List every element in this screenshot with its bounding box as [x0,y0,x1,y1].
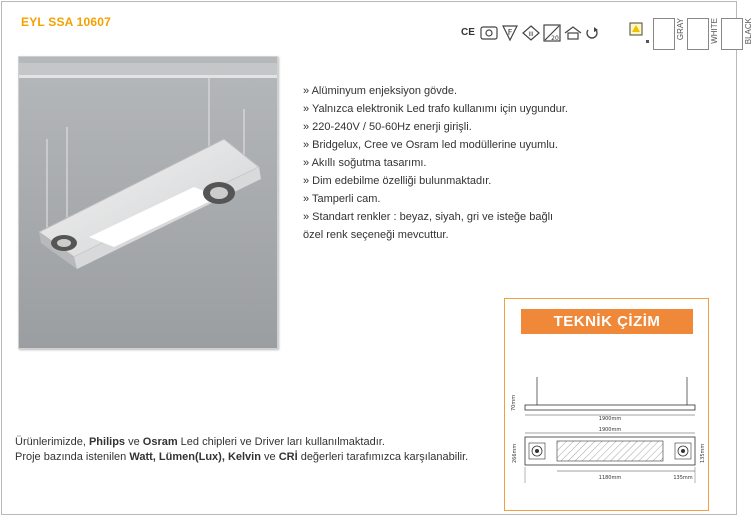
color-options [628,18,753,52]
feature-item: » Standart renkler : beyaz, siyah, gri ve isteğe bağlı [303,211,554,223]
swatch-label: BLACK [744,18,753,45]
footer-line-2: Proje bazında istenilen Watt, Lümen(Lux), Kelvin ve CRİ değerleri tarafımızca karşılanabilir. [15,451,469,463]
separator-dot [646,40,649,43]
swatch-label: WHITE [710,18,719,44]
swatch-label: GRAY [676,18,685,41]
dim-offset: 135mm [673,475,693,481]
dim-top-depth: 266mm [512,443,518,463]
product-panel [1,1,753,515]
technical-drawing-box [504,298,709,511]
ce-mark-icon: CE [461,27,475,38]
feature-item: » Dim edebilme özelliği bulunmaktadır. [303,175,492,187]
electrical-safety-icon [480,26,498,40]
dim-top-width: 1900mm [598,427,622,433]
product-title: EYL SSA 10607 [21,15,111,29]
class-iii-icon [522,25,540,41]
swatch-gray[interactable] [653,18,685,50]
indoor-use-icon [564,26,582,40]
feature-list [303,82,623,244]
dim-inner: 1180mm [598,475,622,481]
ip20-icon [543,24,561,42]
svg-text:F: F [507,28,513,37]
dim-side-width: 1900mm [598,416,622,422]
feature-item: » Alüminyum enjeksiyon gövde. [303,85,458,97]
feature-item: » Tamperli cam. [303,193,381,205]
footer-note [15,435,468,465]
feature-item: » 220-240V / 50-60Hz enerji girişli. [303,121,472,133]
swatch-black[interactable] [721,18,753,50]
recycle-arrow-icon [585,26,599,40]
feature-item: » Bridgelux, Cree ve Osram led modüllerine uyumlu. [303,139,558,151]
f-mark-icon [501,25,519,41]
svg-text:III: III [528,31,534,38]
feature-item: » Yalnızca elektronik Led trafo kullanımı için uygundur. [303,103,568,115]
dim-right-depth: 135mm [700,443,706,463]
pendant-luminaire-image [19,57,277,348]
dim-side-height: 70mm [511,394,517,411]
svg-text:20: 20 [551,35,559,42]
feature-item: özel renk seçeneği mevcuttur. [303,229,449,241]
lamp-icon [628,21,644,37]
technical-drawing-button[interactable]: TEKNİK ÇİZİM [521,309,693,334]
feature-item: » Akıllı soğutma tasarımı. [303,157,427,169]
technical-drawing [507,359,707,509]
product-photo [18,56,278,349]
swatch-white[interactable] [687,18,719,50]
footer-line-1: Ürünlerimizde, Philips ve Osram Led chipleri ve Driver ları kullanılmaktadır. [15,436,385,448]
certification-icons [459,17,629,49]
